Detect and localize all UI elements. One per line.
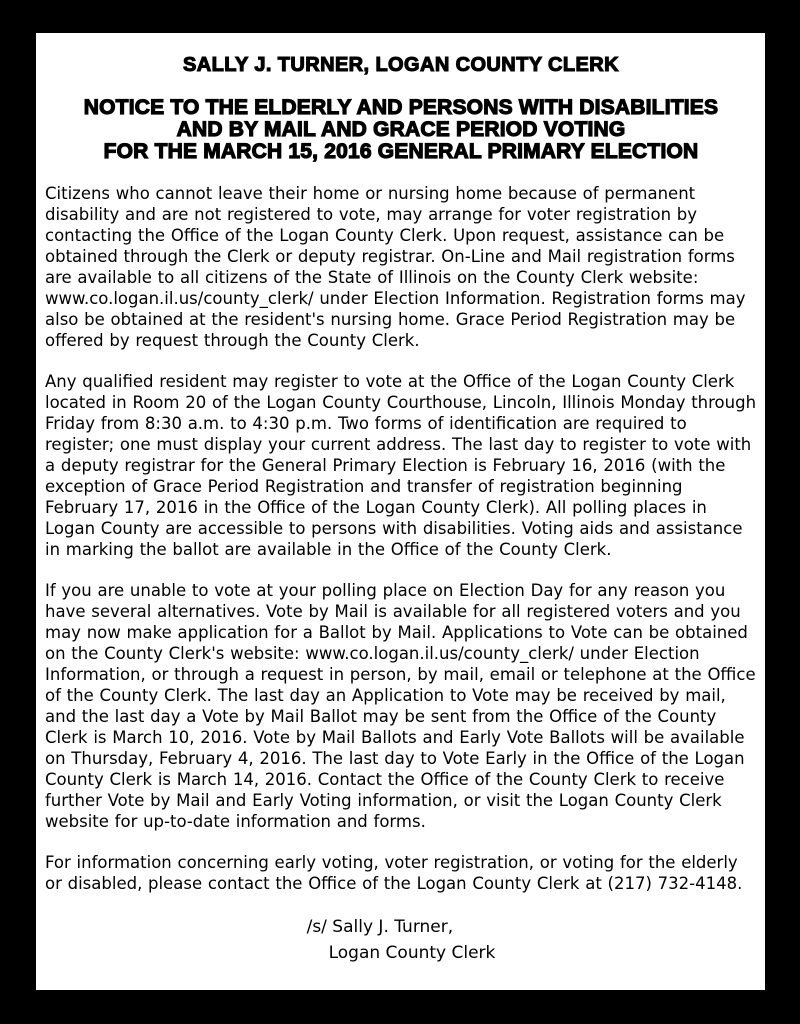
signature-inner <box>307 914 496 966</box>
notice-header <box>45 54 757 163</box>
signature-name: /s/ Sally J. Turner, <box>306 917 454 937</box>
clerk-byline: SALLY J. TURNER, LOGAN COUNTY CLERK <box>183 54 619 76</box>
paragraph-register-at-office: Any qualified resident may register to vote at the Office of the Logan County Clerk located in Room 20 of the Logan County Courthouse, Lincoln, Illinois Monday through Friday from 8:30 a.m. to 4:30 p.m. Two forms of identification are required to register; one must display your current address. The last day to register to vote with a deputy registrar for the General Primary Election is February 16, 2016 (with the exception of Grace Period Registration and transfer of registration beginning February 17, 2016 in the Office of the Logan County Clerk). All polling places in Logan County are accessible to persons with disabilities. Voting aids and assistance in marking the ballot are available in the Office of the County Clerk. <box>45 372 757 559</box>
paragraph-voter-registration: Citizens who cannot leave their home or nursing home because of permanent disability and are not registered to vote, may arrange for voter registration by contacting the Office of the Logan County Clerk. Upon request, assistance can be obtained through the Clerk or deputy registrar. On-Line and Mail registration forms are available to all citizens of the State of Illinois on the County Clerk website: www.co.logan.il.us/county_clerk/ under Election Information. Registration forms may also be obtained at the resident's nursing home. Grace Period Registration may be offered by request through the County Clerk. <box>45 184 746 350</box>
title-line-3: FOR THE MARCH 15, 2016 GENERAL PRIMARY ELECTION <box>103 140 699 163</box>
signature-block <box>45 914 757 966</box>
paragraph-contact-info: For information concerning early voting, voter registration, or voting for the elderly or disabled, please contact the Office of the Logan County Clerk at (217) 732-4148. <box>45 853 743 893</box>
paragraph-vote-by-mail: If you are unable to vote at your polling place on Election Day for any reason you have several alternatives. Vote by Mail is available for all registered voters and you may now make application for a Ballot by Mail. Applications to Vote can be obtained on the County Clerk's website: www.co.logan.il.us/county_clerk/ under Election Information, or through a request in person, by mail, email or telephone at the Office of the County Clerk. The last day an Application to Vote may be received by mail, and the last day a Vote by Mail Ballot may be sent from the Office of the County Clerk is March 10, 2016. Vote by Mail Ballots and Early Vote Ballots will be available on Thursday, February 4, 2016. The last day to Vote Early in the Office of the Logan County Clerk is March 14, 2016. Contact the Office of the County Clerk to receive further Vote by Mail and Early Voting information, or visit the Logan County Clerk website for up-to-date information and forms. <box>45 581 756 831</box>
notice-paper <box>36 33 765 990</box>
title-line-2: AND BY MAIL AND GRACE PERIOD VOTING <box>176 118 626 141</box>
notice-title <box>45 97 757 163</box>
notice-body <box>45 183 757 894</box>
signature-title: Logan County Clerk <box>328 943 496 963</box>
title-line-1: NOTICE TO THE ELDERLY AND PERSONS WITH DISABILITIES <box>83 96 719 119</box>
